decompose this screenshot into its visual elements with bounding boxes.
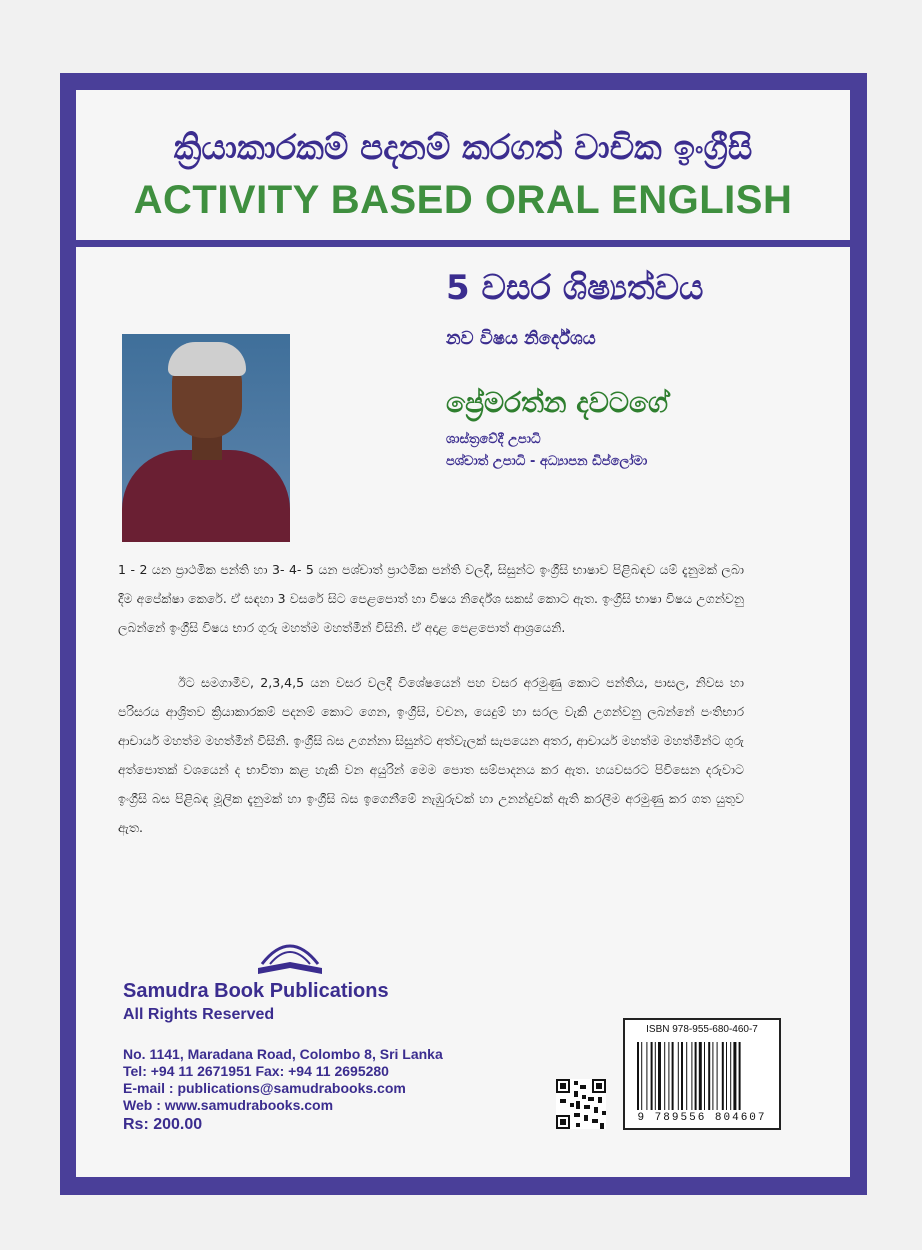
publisher-email: E-mail : publications@samudrabooks.com bbox=[123, 1080, 406, 1096]
title-sinhala: ක්‍රියාකාරකම් පදනම් කරගත් වාචික ඉංග්‍රීසි bbox=[173, 128, 753, 168]
publisher-address: No. 1141, Maradana Road, Colombo 8, Sri Lanka bbox=[123, 1046, 443, 1062]
grade-heading: 5 වසර ශිෂ්‍යත්වය bbox=[446, 268, 704, 308]
title-english: ACTIVITY BASED ORAL ENGLISH bbox=[133, 178, 793, 222]
barcode-digits: 9 789556 804607 bbox=[637, 1112, 767, 1124]
isbn-number: ISBN 978-955-680-460-7 bbox=[646, 1024, 758, 1035]
price-label: Rs: 200.00 bbox=[123, 1116, 203, 1133]
isbn-barcode bbox=[623, 1018, 781, 1130]
description-paragraph-1: 1 - 2 යන ප්‍රාථමික පන්ති හා 3- 4- 5 යන පශ්චාත් ප්‍රාථමික පන්ති වලදී, සිසුන්ට ඉංග්‍රීසි භාෂාව පිළිබඳව යම් දැනුමක් ලබා දීම අපේක්ෂා කෙරේ. ඒ සඳහා 3 වසරේ සිට පෙළපොත් හා විෂය නිර්දේශ සකස් කොට ඇත. ඉංග්‍රීසි භාෂා විෂය උගන්වනු ලබන්නේ ඉංග්‍රීසි විෂය භාර ගුරු මහත්ම මහත්මීන් විසිනි. ඒ අදාළ පෙළපොත් ආශ්‍රයෙනි. bbox=[118, 562, 744, 635]
publisher-website: Web : www.samudrabooks.com bbox=[123, 1097, 334, 1113]
qr-code-icon bbox=[556, 1079, 606, 1129]
author-name: ප්‍රේමරත්න දවටගේ bbox=[446, 386, 669, 419]
rights-notice: All Rights Reserved bbox=[123, 1006, 275, 1023]
description-paragraph-2: ඊට සමගාමීව, 2,3,4,5 යන වසර වලදී විශේෂයෙන් පහ වසර අරමුණු කොට පන්තිය, පාසල, නිවස හා පරිසරය ආශ්‍රිතව ක්‍රියාකාරකම් පදනම් කොට ගෙන, ඉංග්‍රීසි, වචන, යෙදුම් හා සරල වැකි උගන්වනු ලබන්නේ පංතිභාර ආචාර්ය මහත්ම මහත්මීන් විසිනි. ඉංග්‍රීසි බස උගන්නා සිසුන්ට අත්වැලක් සැපයෙන අතර, ආචාර්ය මහත්ම මහත්මීන්ට ගුරු අත්පොතක් වශයෙන් ද භාවිතා කළ හැකි වන අයුරින් මෙම පොත සම්පාදනය කර ඇත. හයවසරට පිවිසෙන දරුවාට ඉංග්‍රීසි බස පිළිබඳ මූලික දැනුමක් හා ඉංග්‍රීසි බස ඉගෙනීමේ නැඹුරුවක් හා උනන්දුවක් ඇති කරලීම අරමුණු කර ගත යුතුව ඇත. bbox=[118, 675, 744, 835]
title-banner bbox=[76, 90, 850, 240]
author-qualification-2: පශ්චාත් උපාධි - අධ්‍යාපන ඩිප්ලෝමා bbox=[446, 454, 648, 469]
author-qualification-1: ශාස්ත්‍රවේදී උපාධි bbox=[446, 432, 541, 447]
author-photo bbox=[122, 334, 290, 542]
publisher-logo-icon bbox=[254, 934, 326, 978]
syllabus-label: නව විෂය නිර්දේශය bbox=[446, 328, 596, 349]
publisher-name: Samudra Book Publications bbox=[123, 980, 389, 1002]
barcode-bars-icon bbox=[637, 1042, 771, 1110]
publisher-phone: Tel: +94 11 2671951 Fax: +94 11 2695280 bbox=[123, 1063, 389, 1079]
